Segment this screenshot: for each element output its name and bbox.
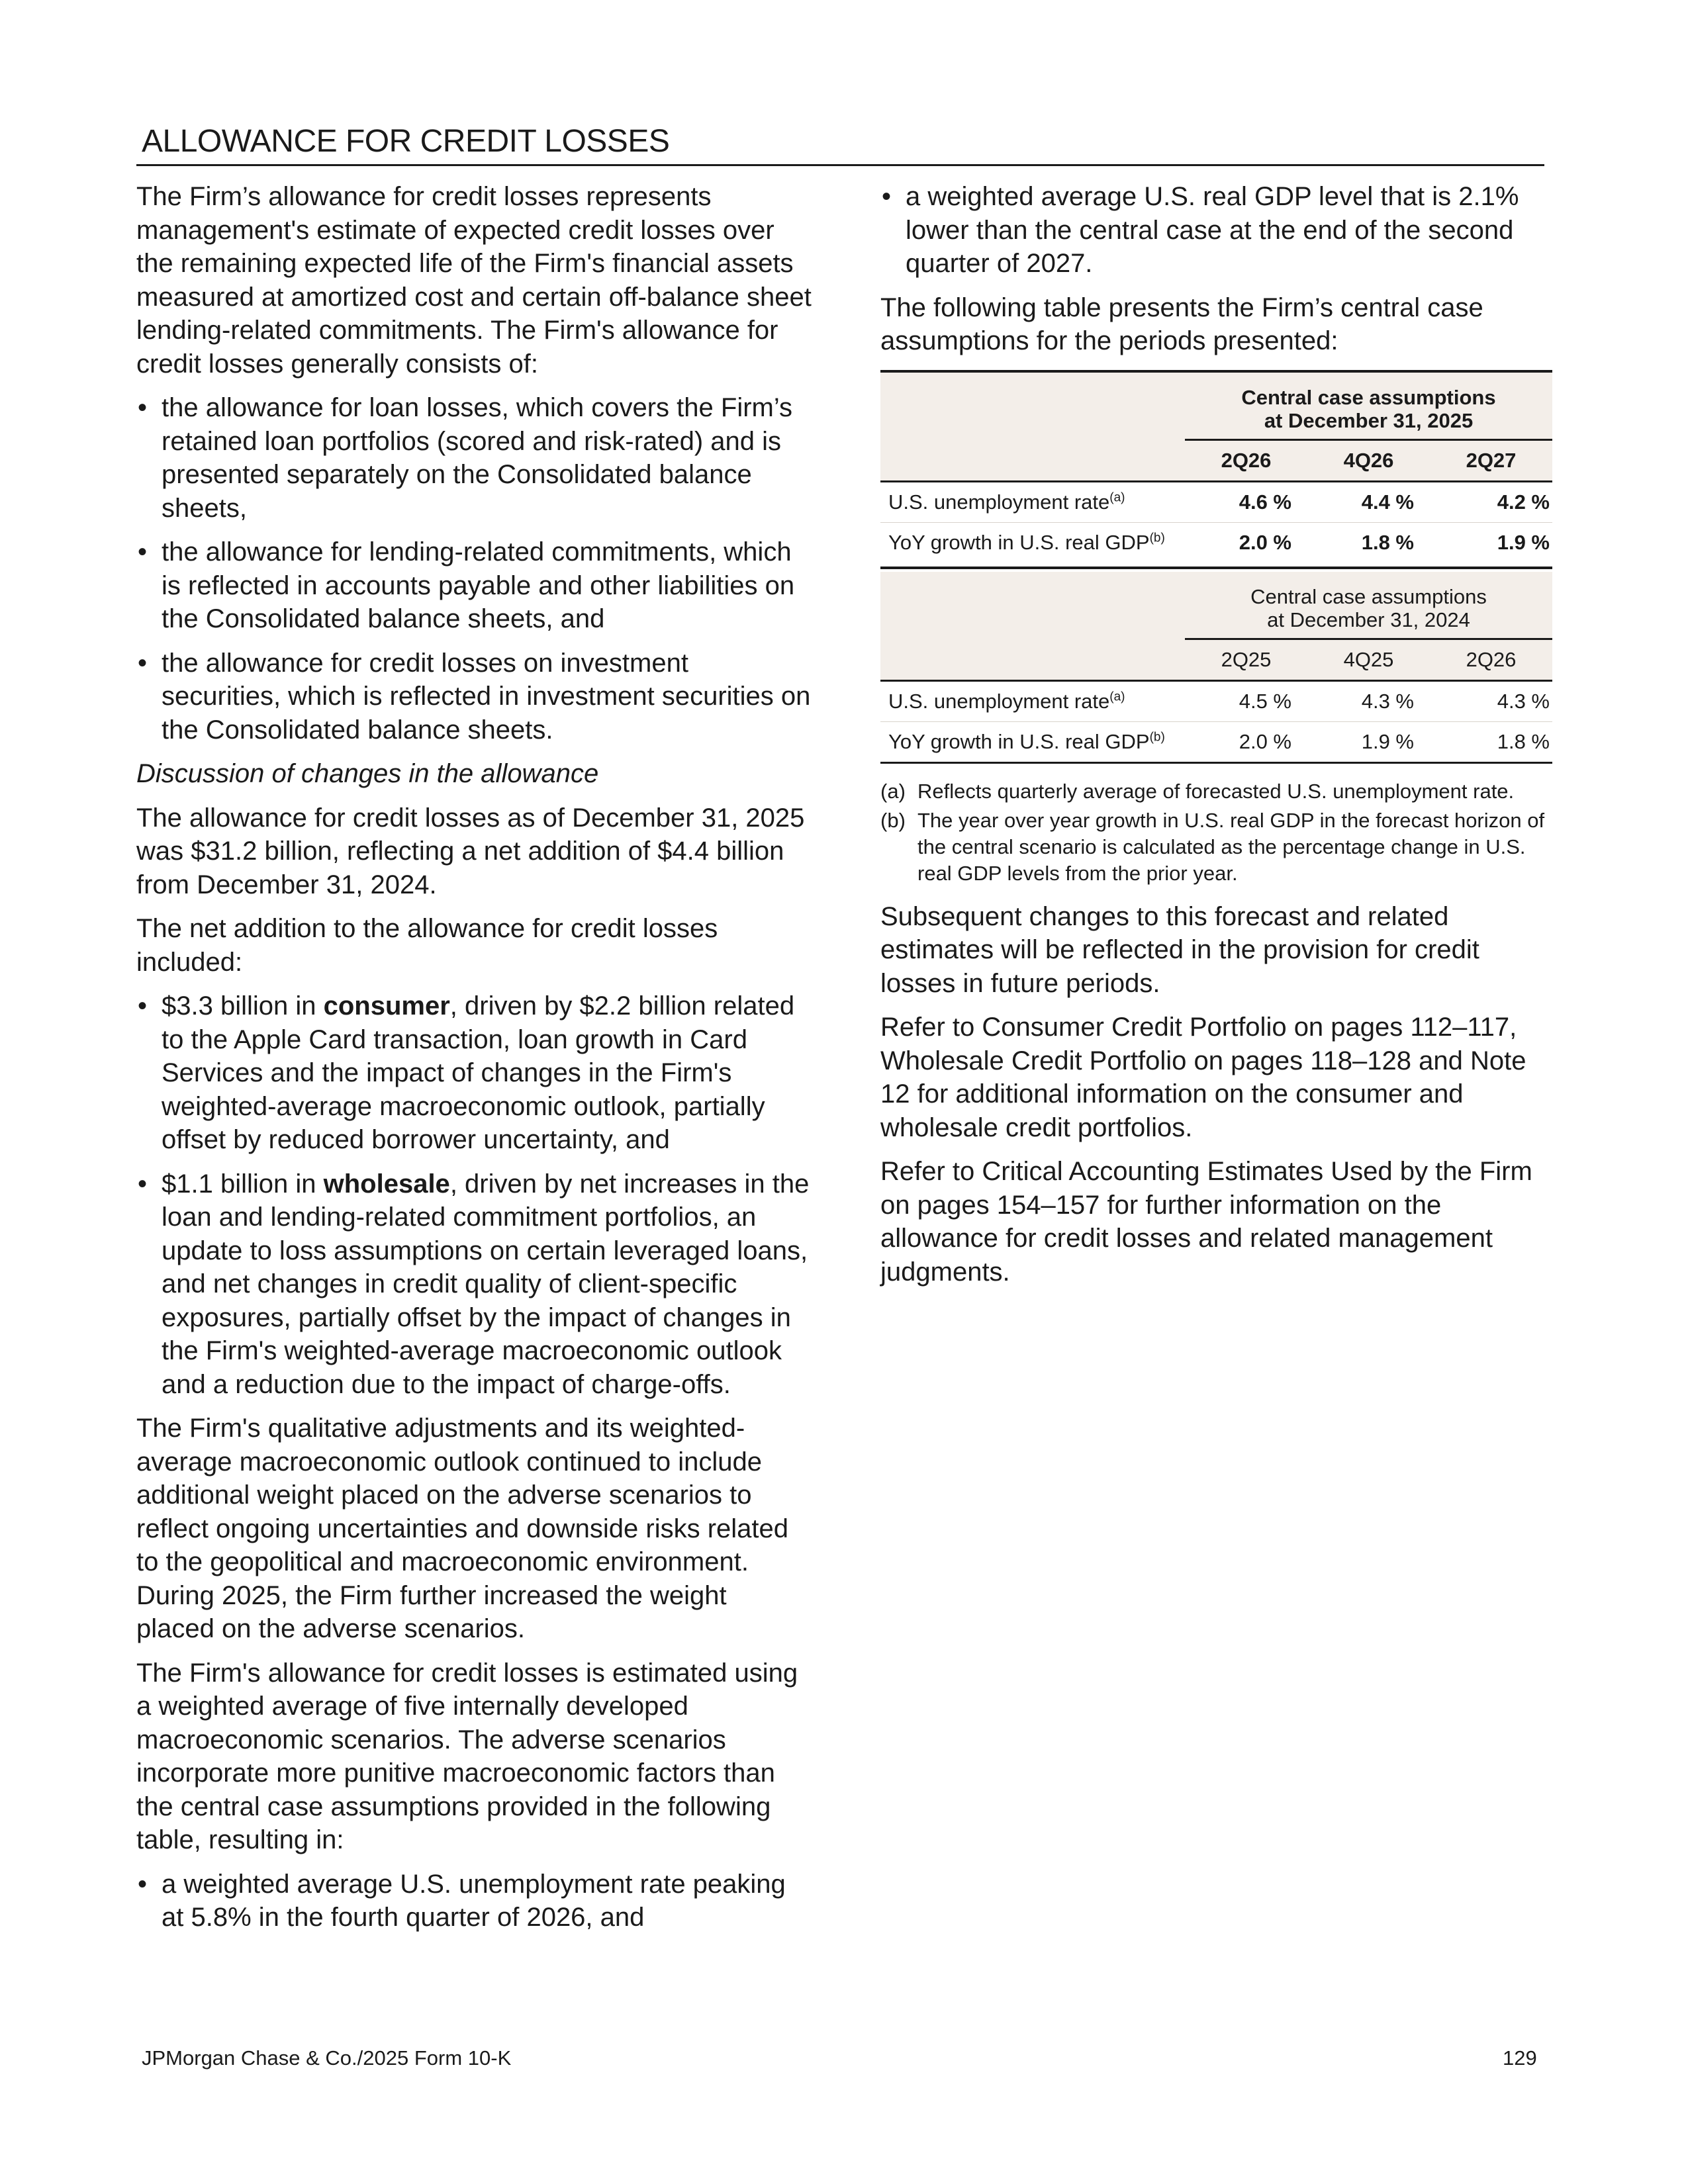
table-cell: 1.9 % — [1361, 729, 1414, 753]
row-label: U.S. unemployment rate — [888, 689, 1110, 713]
wholesale-pre: $1.1 billion in — [162, 1169, 324, 1199]
estimation-paragraph: The Firm's allowance for credit losses is estimated using a weighted average of five internally developed macroeconomic scenarios. The adverse scenarios incorporate more punitive macroeconomic factors than the central case assumptions provided in the following table, resulting in: — [136, 1658, 798, 1854]
section-title: ALLOWANCE FOR CREDIT LOSSES — [142, 124, 670, 159]
net-addition-paragraph: The net addition to the allowance for credit losses included: — [136, 914, 718, 977]
table-footnotes — [880, 778, 1552, 887]
group-header-line2: at December 31, 2024 — [1267, 608, 1470, 631]
list-item: • a weighted average U.S. real GDP level that is 2.1% lower than the central case at the end of the second quarter of 2027. — [880, 180, 1552, 281]
table-cell: 1.9 % — [1497, 530, 1550, 554]
table-cell: 4.3 % — [1361, 689, 1414, 713]
group-header-line1: Central case assumptions — [1241, 385, 1496, 409]
row-label: U.S. unemployment rate — [888, 490, 1110, 514]
column-header: 2Q27 — [1466, 448, 1517, 472]
table-group-header-2024 — [880, 572, 1552, 640]
row-label: YoY growth in U.S. real GDP — [888, 729, 1150, 753]
footnote-text: Reflects quarterly average of forecasted U.S. unemployment rate. — [917, 779, 1515, 803]
column-header: 4Q26 — [1343, 448, 1394, 472]
table-intro-paragraph: The following table presents the Firm’s central case assumptions for the periods presented: — [880, 293, 1483, 355]
subsequent-changes-paragraph: Subsequent changes to this forecast and related estimates will be reflected in the provision for credit losses in future periods. — [880, 901, 1479, 998]
list-item: • the allowance for lending-related commitments, which is reflected in accounts payable and other liabilities on the Consolidated balance sheets, and — [136, 535, 812, 636]
footnote-ref: (b) — [1149, 531, 1165, 545]
table-block-separator — [880, 567, 1552, 569]
table-cell: 4.4 % — [1361, 490, 1414, 514]
footnote — [880, 807, 1552, 887]
qualitative-paragraph: The Firm's qualitative adjustments and its weighted-average macroeconomic outlook continued to include additional weight placed on the adverse scenarios to reflect ongoing uncertainties and downside risks related to the geopolitical and macroeconomic environment. During 2025, the Firm further increased the weight placed on the adverse scenarios. — [136, 1414, 789, 1643]
table-row — [880, 722, 1552, 762]
table-cell: 4.3 % — [1497, 689, 1550, 713]
footer-document-name: JPMorgan Chase & Co./2025 Form 10-K — [142, 2046, 512, 2070]
allowance-components-list — [136, 391, 812, 747]
column-header: 2Q26 — [1466, 647, 1517, 671]
footer-page-number: 129 — [1503, 2046, 1537, 2070]
table-cell: 2.0 % — [1239, 729, 1291, 753]
table-cell: 4.2 % — [1497, 490, 1550, 514]
consumer-bold: consumer — [323, 991, 450, 1021]
table-group-header-2025 — [880, 373, 1552, 441]
allowance-paragraph: The allowance for credit losses as of December 31, 2025 was $31.2 billion, reflecting a net addition of $4.4 billion from December 31, 2024. — [136, 803, 805, 899]
list-item: • the allowance for credit losses on investment securities, which is reflected in investment securities on the Consolidated balance sheets. — [136, 647, 812, 747]
right-column — [880, 180, 1552, 1299]
consumer-pre: $3.3 billion in — [162, 991, 324, 1021]
table-cell: 4.6 % — [1239, 490, 1291, 514]
wholesale-post: , driven by net increases in the loan and lending-related commitment portfolios, an update to loss assumptions on certain leveraged loans, and net changes in credit quality of client-specific exposures, partially offset by the impact of changes in the Firm's weighted-average macroeconomic outlook and a reduction due to the impact of charge-offs. — [162, 1169, 810, 1399]
group-header-line2: at December 31, 2025 — [1264, 408, 1474, 432]
column-header: 2Q26 — [1221, 448, 1272, 472]
table-row — [880, 682, 1552, 722]
table-cell: 1.8 % — [1361, 530, 1414, 554]
list-item: • a weighted average U.S. unemployment rate peaking at 5.8% in the fourth quarter of 2026, and — [136, 1868, 812, 1934]
table-body-2024 — [880, 682, 1552, 764]
footnote-mark: (a) — [880, 779, 906, 803]
table-year-header-2025 — [880, 441, 1552, 482]
title-rule — [136, 164, 1544, 166]
intro-paragraph: The Firm’s allowance for credit losses represents management's estimate of expected credit losses over the remaining expected life of the Firm's financial assets measured at amortized cost and certain off-balance sheet lending-related commitments. The Firm's allowance for credit losses generally consists of: — [136, 182, 812, 379]
footnote-ref: (b) — [1149, 730, 1165, 745]
column-header: 2Q25 — [1221, 647, 1272, 671]
refer-estimates-paragraph: Refer to Critical Accounting Estimates Used by the Firm on pages 154–157 for further information on the allowance for credit losses and related management judgments. — [880, 1157, 1532, 1287]
left-column — [136, 180, 812, 1945]
table-body-2025 — [880, 482, 1552, 563]
table-cell: 1.8 % — [1497, 729, 1550, 753]
footnote-text: The year over year growth in U.S. real GDP in the forecast horizon of the central scenario is calculated as the percentage change in U.S. real GDP levels from the prior year. — [917, 808, 1545, 885]
consumer-post: , driven by $2.2 billion related to the Apple Card transaction, loan growth in Card Services and the impact of changes in the Firm's weighted-average macroeconomic outlook, partially offset by reduced borrower uncertainty, and — [162, 991, 795, 1154]
net-addition-list — [136, 989, 812, 1401]
footnote — [880, 778, 1552, 805]
adverse-scenario-list-cont — [880, 180, 1552, 281]
footnote-ref: (a) — [1109, 690, 1125, 704]
table-row — [880, 523, 1552, 563]
refer-portfolio-paragraph: Refer to Consumer Credit Portfolio on pages 112–117, Wholesale Credit Portfolio on pages 118–128 and Note 12 for additional information on the consumer and wholesale credit portfolios. — [880, 1013, 1526, 1142]
table-cell: 4.5 % — [1239, 689, 1291, 713]
column-header: 4Q25 — [1343, 647, 1394, 671]
subheading-changes: Discussion of changes in the allowance — [136, 759, 599, 788]
list-item: • the allowance for loan losses, which covers the Firm’s retained loan portfolios (scored and risk-rated) and is presented separately on the Consolidated balance sheets, — [136, 391, 812, 525]
table-year-header-2024 — [880, 640, 1552, 682]
footnote-ref: (a) — [1109, 490, 1125, 505]
group-header-line1: Central case assumptions — [1250, 584, 1487, 608]
adverse-scenario-list — [136, 1868, 812, 1934]
footnote-mark: (b) — [880, 808, 906, 832]
central-case-table — [880, 370, 1552, 764]
table-row — [880, 482, 1552, 523]
list-item-wholesale — [136, 1167, 812, 1402]
row-label: YoY growth in U.S. real GDP — [888, 530, 1150, 554]
list-item-consumer — [136, 989, 812, 1157]
wholesale-bold: wholesale — [323, 1169, 450, 1199]
table-cell: 2.0 % — [1239, 530, 1291, 554]
